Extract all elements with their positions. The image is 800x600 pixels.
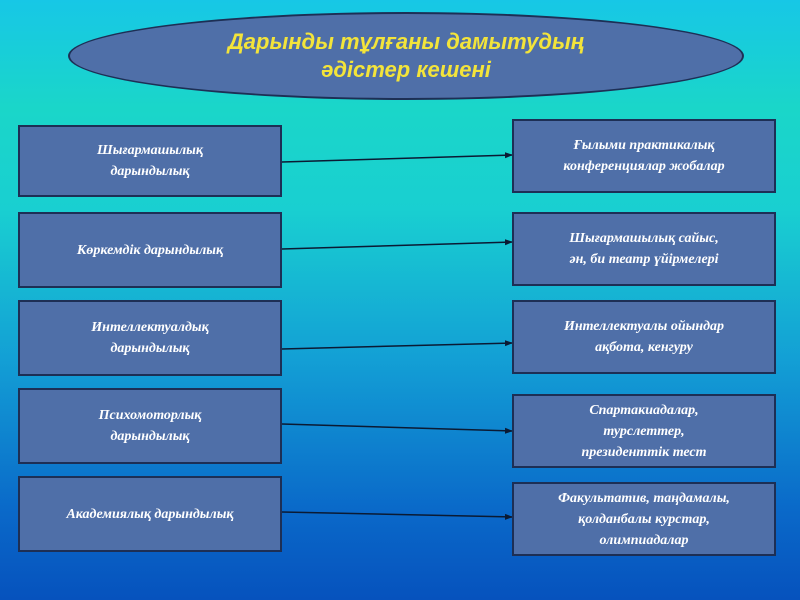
title-line-1: Дарынды тұлғаны дамытудың [227,29,585,54]
right-box-scientific-conferences: Ғылыми практикалық конференциялар жобалар [512,119,776,193]
title-line-2: әдістер кешені [321,57,491,82]
arrow-2 [282,242,512,249]
right-box-intellectual-games: Интеллектуалы ойындар ақбота, кенгуру [512,300,776,374]
arrow-5 [282,512,512,517]
left-box-intellectual-giftedness: Интеллектуалдық дарындылық [18,300,282,376]
left-box-psychomotor-giftedness: Психомоторлық дарындылық [18,388,282,464]
right-box-elective-courses: Факультатив, таңдамалы, қолданбалы курстар, олимпиадалар [512,482,776,556]
left-box-creative-giftedness: Шығармашылық дарындылық [18,125,282,197]
right-box-sports-events: Спартакиадалар, турслеттер, президенттік тест [512,394,776,468]
right-box-creative-contests: Шығармашылық сайыс, ән, би театр үйірмелері [512,212,776,286]
arrow-3 [282,343,512,349]
arrow-1 [282,155,512,162]
arrow-4 [282,424,512,431]
left-box-artistic-giftedness: Көркемдік дарындылық [18,212,282,288]
left-box-academic-giftedness: Академиялық дарындылық [18,476,282,552]
